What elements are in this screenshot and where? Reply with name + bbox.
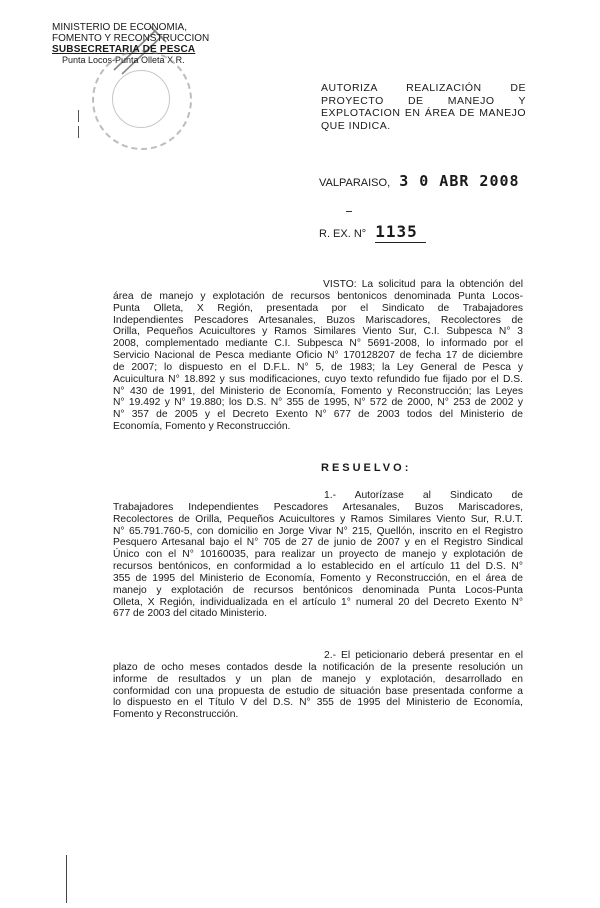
article-2 [113,650,523,721]
rex-number: 1135 [375,222,426,243]
header-subsecretaria: SUBSECRETARIA DE PESCA [52,44,196,55]
visto-line: Independientes Pescadores Artesanales, Buzos Mariscadores, Recolectores de [113,314,523,326]
visto-line: N° 430 de 1991, del Ministerio de Economía, Fomento y Reconstrucción; las Leyes [113,385,523,397]
header-ministry: MINISTERIO DE ECONOMIA, [52,22,188,33]
article-1-line: manejo y explotación de recursos bentónicos denominada Punta Locos-Punta [113,584,523,596]
official-seal [92,50,192,150]
article-1-line: 677 de 2003 del citado Ministerio. [113,608,267,620]
article-1-line: Recolectores de Orilla, Pequeños Acuicultores y Ramos Similares Viento Sur, R.U.T. [113,513,523,525]
article-1-line: Trabajadores Independientes Pescadores Artesanales, Buzos Mariscadores, [113,501,523,513]
article-2-line: conformidad con una propuesta de estudio de situación base presentada conforme a [113,685,523,697]
visto-line: N° 19.492 y N° 19.880; los D.S. N° 355 de 1995, N° 572 de 2000, N° 253 de 2002 y [113,397,523,409]
article-1-line: recursos bentónicos, en conformidad a lo establecido en el artículo 11 del D.S. N° [113,561,523,573]
article-1-line: Olleta, X Región, individualizada en el artículo 1° numeral 20 del Decreto Exento N° [113,596,523,608]
resuelvo-heading: RESUELVO: [321,462,412,474]
visto-line: Orilla, Pequeños Acuicultores y Ramos Similares Viento Sur, C.I. Subpesca N° 3 [113,326,523,338]
article-1-line: 1.- Autorízase al Sindicato de [324,490,523,501]
visto-line: Punta Olleta, X Región, presentada por el Sindicato de Trabajadores [113,302,523,314]
signature-mark [104,22,184,82]
stamped-date: 3 0 ABR 2008 [399,172,520,190]
article-2-line: informe de resultados y un plan de manejo y explotación, desarrollado en [113,673,523,685]
date-line [319,172,520,190]
article-2-line: lo dispuesto en el Título V del D.S. N° 355 de 1995 del Ministerio de Economía, [113,697,523,709]
visto-line: área de manejo y explotación de recursos bentonicos denominada Punta Locos- [113,290,523,302]
article-1-line: Pesquero Artesanal bajo el N° 705 de 27 de junio de 2007 y en el Registro Sindical [113,537,523,549]
article-1 [113,490,523,620]
article-2-line: Fomento y Reconstrucción. [113,709,239,721]
article-1-line: 355 de 1995 del Ministerio de Economía, Fomento y Reconstrucción, en el área de [113,572,523,584]
article-1-line: N° 65.791.760-5, con domicilio en Jorge Vivar N° 215, Quellón, inscrito en el Registro [113,525,523,537]
article-2-line: 2.- El peticionario deberá presentar en el [324,650,523,661]
visto-line: Economía, Fomento y Reconstrucción. [113,421,291,433]
visto-line: de 2007; lo dispuesto en el D.F.L. N° 5, de 1983; la Ley General de Pesca y [113,361,523,373]
place-name: VALPARAISO, [319,177,391,189]
visto-line: N° 357 de 2005 y el Decreto Exento N° 677 de 2003 todos del Ministerio de [113,409,523,421]
rex-label: R. EX. N° [319,228,367,240]
small-dash [346,211,352,212]
resolution-number-line [319,222,426,241]
document-title: AUTORIZA REALIZACIÓN DE PROYECTO DE MANEJO Y EXPLOTACION EN ÁREA DE MANEJO QUE INDICA. [321,82,526,132]
article-2-line: plazo de ocho meses contados desde la notificación de la presente resolución un [113,661,523,673]
left-margin-line [66,855,67,903]
visto-line: VISTO: La solicitud para la obtención del [323,279,523,290]
visto-line: Servicio Nacional de Pesca mediante Oficio N° 170128207 de fecha 17 de diciembre [113,350,523,362]
visto-line: 2008, complementado mediante C.I. Subpesca N° 5691-2008, lo informado por el [113,338,523,350]
header-reference: Punta Locos-Punta Olleta X R. [62,55,185,65]
header-ministry-2: FOMENTO Y RECONSTRUCCION [52,33,210,44]
visto-line: Acuicultura N° 18.892 y sus modificaciones, cuyo texto refundido fue fijado por el D.S. [113,373,523,385]
visto-paragraph [113,279,523,433]
article-1-line: Único con el N° 10160035, para realizar un proyecto de manejo y explotación de [113,549,523,561]
margin-marks [78,110,82,150]
